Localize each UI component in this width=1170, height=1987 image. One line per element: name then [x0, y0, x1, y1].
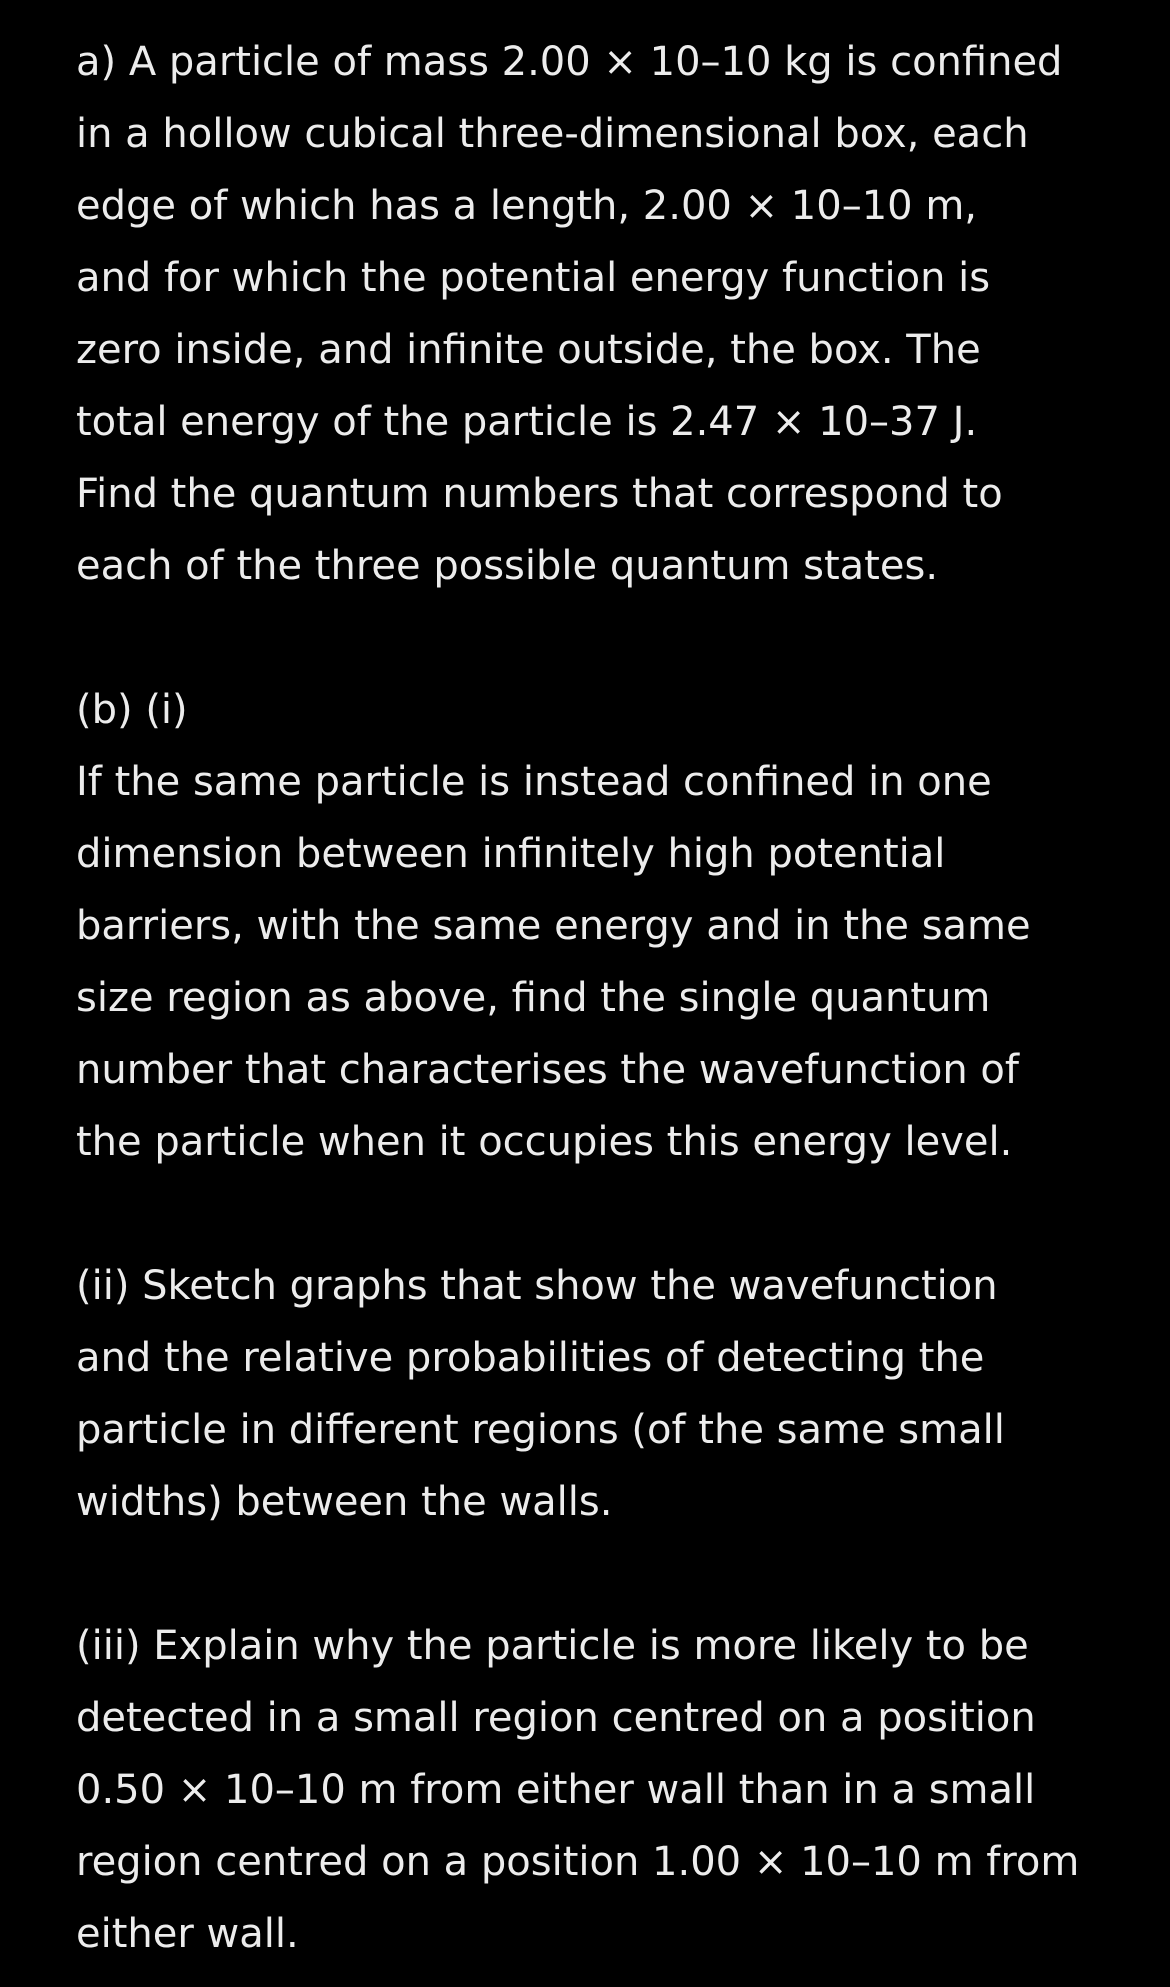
text-line: region centred on a position 1.00 × 10–10 m from	[76, 1839, 1080, 1885]
text-line: and for which the potential energy function is	[76, 255, 991, 301]
text-line: 0.50 × 10–10 m from either wall than in a small	[76, 1767, 1036, 1813]
text-line: each of the three possible quantum states.	[76, 543, 939, 589]
text-line: either wall.	[76, 1911, 299, 1957]
text-line: (ii) Sketch graphs that show the wavefunction	[76, 1263, 998, 1309]
text-line: in a hollow cubical three-dimensional box, each	[76, 111, 1029, 157]
text-line: Find the quantum numbers that correspond to	[76, 471, 1003, 517]
question-text	[76, 26, 1136, 1970]
part-b-iii	[76, 1610, 1136, 1970]
text-line: the particle when it occupies this energy level.	[76, 1119, 1013, 1165]
paragraph-gap	[76, 1538, 1136, 1610]
text-line: number that characterises the wavefunction of	[76, 1047, 1019, 1093]
text-line: zero inside, and infinite outside, the box. The	[76, 327, 981, 373]
part-heading: (b) (i)	[76, 687, 188, 733]
text-line: particle in different regions (of the same small	[76, 1407, 1005, 1453]
text-line: If the same particle is instead confined in one	[76, 759, 992, 805]
part-a	[76, 26, 1136, 602]
text-line: widths) between the walls.	[76, 1479, 613, 1525]
text-line: a) A particle of mass 2.00 × 10–10 kg is confined	[76, 39, 1063, 85]
text-line: and the relative probabilities of detecting the	[76, 1335, 985, 1381]
text-line: (iii) Explain why the particle is more likely to be	[76, 1623, 1029, 1669]
text-line: detected in a small region centred on a position	[76, 1695, 1036, 1741]
text-line: size region as above, find the single quantum	[76, 975, 991, 1021]
text-line: barriers, with the same energy and in the same	[76, 903, 1031, 949]
part-b-ii	[76, 1250, 1136, 1538]
part-b-i	[76, 674, 1136, 1178]
text-line: dimension between infinitely high potential	[76, 831, 946, 877]
text-line: edge of which has a length, 2.00 × 10–10 m,	[76, 183, 977, 229]
paragraph-gap	[76, 602, 1136, 674]
paragraph-gap	[76, 1178, 1136, 1250]
text-line: total energy of the particle is 2.47 × 10–37 J.	[76, 399, 978, 445]
